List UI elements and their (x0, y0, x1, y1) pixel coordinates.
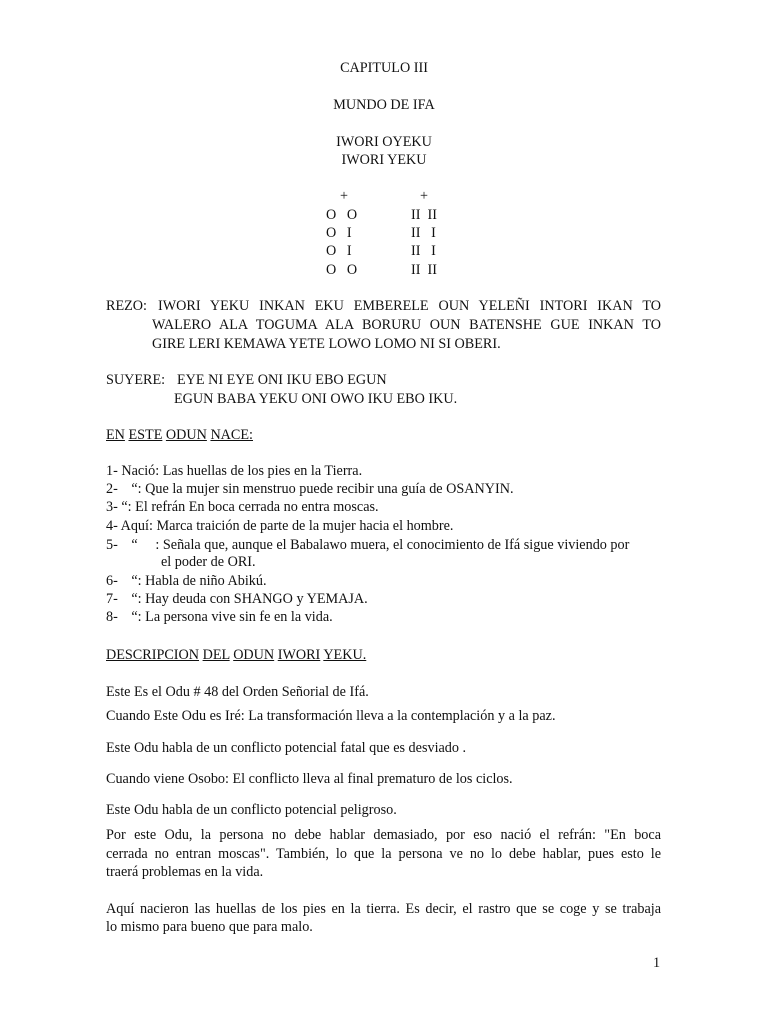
heading-word: ODUN (233, 647, 275, 663)
list-item-text: “ : Señala que, aunque el Babalawo muera, el conocimiento de Ifá sigue viviendo por (131, 537, 630, 553)
right-mark-row: II II (411, 262, 437, 278)
heading-word: EN (106, 427, 125, 443)
list-item-text: “: Hay deuda con SHANGO y YEMAJA. (131, 591, 368, 607)
paragraph: Este Odu habla de un conflicto potencial peligroso. (106, 802, 397, 818)
list-item (106, 572, 267, 590)
suyere-line: EYE NI EYE ONI IKU EBO EGUN (177, 372, 387, 388)
heading-word: ODUN (165, 427, 207, 443)
paragraph: Este Odu habla de un conflicto potencial fatal que es desviado . (106, 740, 467, 756)
list-item (106, 480, 514, 498)
rezo-line: IWORI YEKU INKAN EKU EMBERELE OUN YELEÑI INTORI IKAN TO (158, 298, 661, 314)
paragraph: Este Es el Odu # 48 del Orden Señorial de Ifá. (106, 684, 369, 700)
paragraph-line: Aquí nacieron las huellas de los pies en la tierra. Es decir, el rastro que se coge y se trabaja (106, 901, 661, 917)
right-mark-row: II I (411, 243, 436, 259)
list-item (106, 590, 368, 608)
list-item (106, 517, 453, 535)
paragraph-line: traerá problemas en la vida. (106, 864, 264, 880)
right-mark-row: II II (411, 207, 437, 223)
odu-name-2: IWORI YEKU (341, 152, 427, 168)
list-item-number: 3- (106, 499, 118, 515)
suyere-line: EGUN BABA YEKU ONI OWO IKU EBO IKU. (174, 391, 458, 407)
list-item-number: 2- (106, 481, 118, 497)
descripcion-heading (106, 646, 366, 664)
heading-word: IWORI (277, 647, 321, 663)
right-plus-mark: + (419, 188, 428, 204)
heading-word: NACE: (210, 427, 253, 443)
list-item-number: 4- (106, 518, 118, 534)
heading-word: DEL (202, 647, 230, 663)
rezo-line: GIRE LERI KEMAWA YETE LOWO LOMO NI SI OBERI. (152, 336, 501, 352)
paragraph-line: Por este Odu, la persona no debe hablar demasiado, por eso nació el refrán: "En boca (106, 827, 661, 843)
list-item-number: 6- (106, 573, 118, 589)
list-item-text: “: El refrán En boca cerrada no entra moscas. (121, 499, 379, 515)
world-title: MUNDO DE IFA (333, 97, 435, 113)
left-plus-mark: + (339, 188, 348, 204)
list-item-text: Nació: Las huellas de los pies en la Tierra. (121, 463, 363, 479)
list-item-number: 1- (106, 463, 118, 479)
list-item-text: “: Habla de niño Abikú. (131, 573, 267, 589)
odu-name-1: IWORI OYEKU (336, 134, 432, 150)
list-item-number: 7- (106, 591, 118, 607)
heading-word: DESCRIPCION (106, 647, 200, 663)
list-item (106, 608, 333, 626)
suyere-label: SUYERE: (106, 372, 166, 388)
paragraph: Cuando viene Osobo: El conflicto lleva al final prematuro de los ciclos. (106, 771, 513, 787)
nace-heading (106, 426, 253, 444)
list-item-text: “: Que la mujer sin menstruo puede recibir una guía de OSANYIN. (131, 481, 514, 497)
rezo-label: REZO: (106, 298, 147, 314)
left-mark-row: O I (326, 225, 352, 241)
left-mark-row: O O (326, 262, 358, 278)
page-number: 1 (653, 955, 661, 971)
paragraph: Cuando Este Odu es Iré: La transformación lleva a la contemplación y a la paz. (106, 708, 556, 724)
left-mark-row: O O (326, 207, 358, 223)
left-mark-row: O I (326, 243, 352, 259)
list-item-number: 5- (106, 537, 118, 553)
rezo-line: WALERO ALA TOGUMA ALA BORURU OUN BATENSHE GUE INKAN TO (152, 317, 661, 333)
list-item-text: Aquí: Marca traición de parte de la mujer hacia el hombre. (120, 518, 454, 534)
list-item (106, 536, 629, 554)
paragraph-line: lo mismo para bueno que para malo. (106, 919, 313, 935)
heading-word: ESTE (128, 427, 163, 443)
right-mark-row: II I (411, 225, 436, 241)
chapter-title: CAPITULO III (340, 60, 428, 76)
list-item (106, 498, 379, 516)
list-item-continuation: el poder de ORI. (161, 554, 256, 570)
heading-word: YEKU. (323, 647, 367, 663)
paragraph-line: cerrada no entran moscas". También, lo que la persona ve no lo debe hablar, pues esto le (106, 846, 661, 862)
list-item-text: “: La persona vive sin fe en la vida. (131, 609, 333, 625)
list-item (106, 462, 362, 480)
list-item-number: 8- (106, 609, 118, 625)
